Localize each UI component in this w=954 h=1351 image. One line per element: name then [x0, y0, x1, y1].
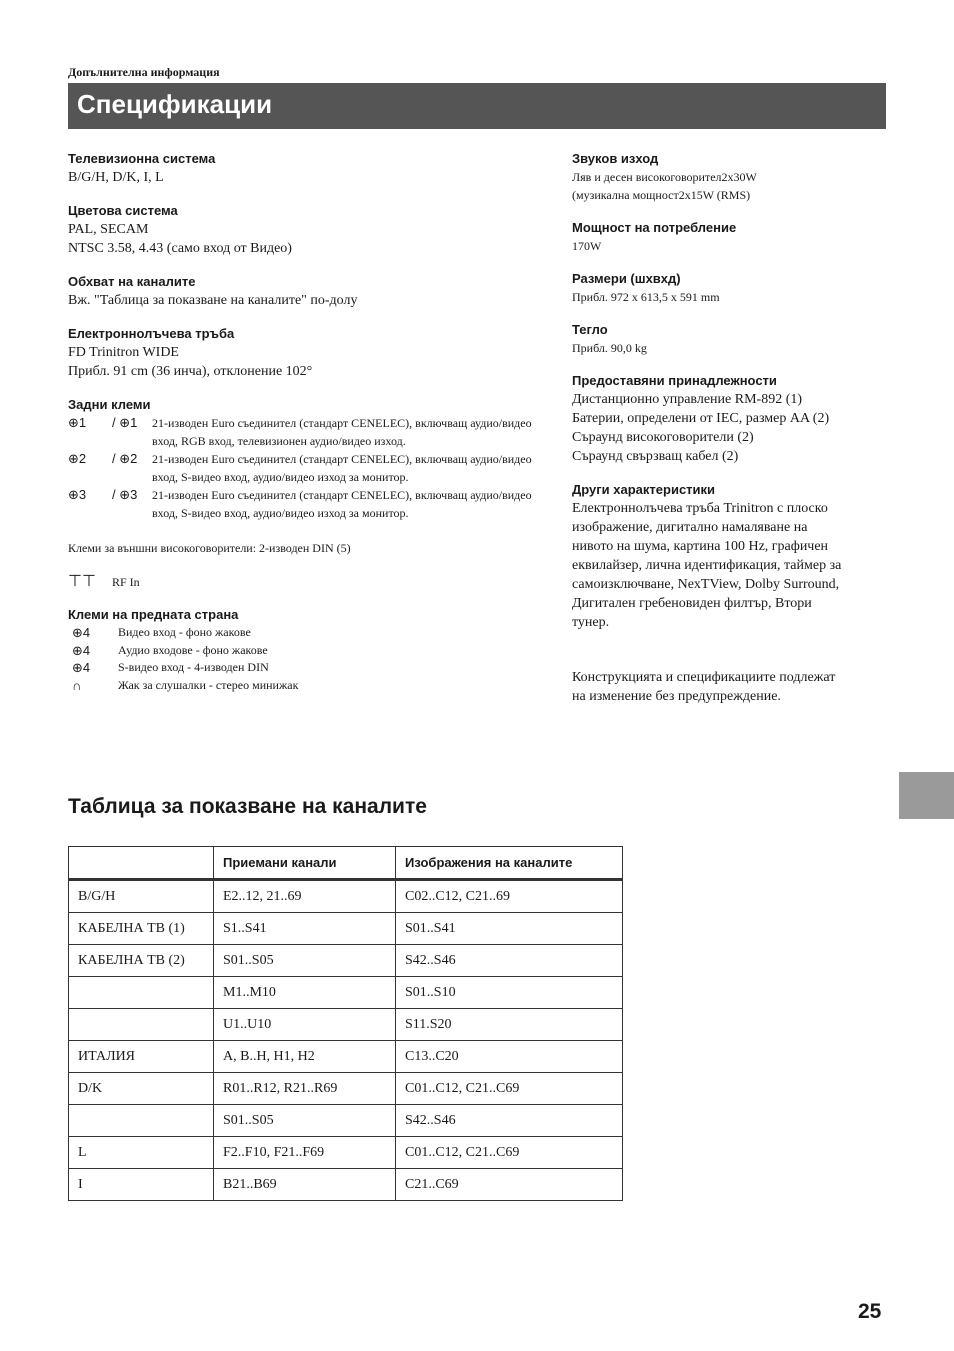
table-cell: U1..U10 — [214, 1009, 396, 1041]
spec-value: изображение, дигитално намаляване на — [572, 520, 808, 535]
scart-input-icon: ⊕1 — [68, 415, 87, 430]
spec-value: 170W — [572, 239, 602, 253]
table-cell: F2..F10, F21..F69 — [214, 1137, 396, 1169]
terminal-description: 21-изводен Euro съединител (стандарт CENELEC), включващ аудио/видео вход, S-видео вход, аудио/видео изход за монитор. — [152, 452, 532, 484]
table-cell: КАБЕЛНА ТВ (2) — [69, 945, 214, 977]
spec-heading: Телевизионна система — [68, 151, 216, 166]
channel-table — [68, 846, 623, 1201]
title-bar — [68, 83, 886, 129]
table-row — [69, 880, 623, 913]
notice — [572, 668, 882, 706]
spec-value: Прибл. 90,0 kg — [572, 341, 647, 355]
spec-value: нивото на шума, картина 100 Hz, графичен — [572, 539, 829, 554]
page-title: Спецификации — [77, 89, 273, 119]
spec-value: Дистанционно управление RM-892 (1) — [572, 392, 803, 407]
scart-svideo-icon: / ⊕2 — [112, 451, 138, 466]
table-cell: S1..S41 — [214, 913, 396, 945]
svideo-input-icon: ⊕4 — [72, 660, 91, 675]
spec-value: самоизключване, NexTView, Dolby Surround, — [572, 577, 840, 592]
terminal-description: 21-изводен Euro съединител (стандарт CENELEC), включващ аудио/видео вход, S-видео вход, аудио/видео изход за монитор. — [152, 488, 532, 520]
table-cell: C01..C12, C21..C69 — [396, 1137, 623, 1169]
table-column-header: Приемани канали — [214, 847, 396, 880]
rf-in-row — [68, 573, 538, 591]
spec-heading: Клеми на предната страна — [68, 607, 239, 622]
spec-tv-system — [68, 151, 538, 187]
table-heading: Таблица за показване на каналите — [68, 795, 427, 818]
section-label: Допълнителна информация — [68, 65, 220, 79]
table-row — [69, 1073, 623, 1105]
spec-channel-coverage — [68, 274, 538, 310]
scart-svideo-icon: / ⊕1 — [112, 415, 138, 430]
front-terminal-text: Жак за слушалки - стерео минижак — [118, 677, 299, 692]
spec-heading: Електроннолъчева тръба — [68, 326, 235, 341]
antenna-icon: ⊤⊤ — [68, 573, 96, 590]
spec-value: еквилайзер, лична идентификация, таймер за — [572, 558, 842, 573]
table-cell: C02..C12, C21..69 — [396, 880, 623, 913]
table-column-header — [69, 847, 214, 880]
table-cell: S11.S20 — [396, 1009, 623, 1041]
spec-value: Съраунд свързващ кабел (2) — [572, 449, 739, 464]
spec-color-system — [68, 203, 538, 258]
rf-in-label: RF In — [112, 575, 140, 589]
spec-heading: Други характеристики — [572, 482, 716, 497]
spec-heading: Предоставяни принадлежности — [572, 373, 777, 388]
spec-heading: Обхват на каналите — [68, 274, 196, 289]
spec-front-terminals — [68, 607, 538, 694]
table-row — [69, 1105, 623, 1137]
table-cell — [69, 1009, 214, 1041]
spec-heading: Тегло — [572, 322, 608, 337]
spec-value: FD Trinitron WIDE — [68, 345, 179, 360]
spec-value: Прибл. 972 x 613,5 x 591 mm — [572, 290, 720, 304]
audio-input-icon: ⊕4 — [72, 642, 91, 658]
table-cell: ИТАЛИЯ — [69, 1041, 214, 1073]
spec-heading: Размери (шхвхд) — [572, 271, 681, 286]
table-cell: S01..S05 — [214, 1105, 396, 1137]
notice-text: на изменение без предупреждение. — [572, 689, 781, 704]
spec-value: Електроннолъчева тръба Trinitron с плоско — [572, 501, 828, 516]
spec-value: PAL, SECAM — [68, 222, 149, 237]
table-row — [69, 977, 623, 1009]
scart-input-icon: ⊕2 — [68, 451, 87, 466]
spec-value: Вж. "Таблица за показване на каналите" по-долу — [68, 293, 358, 308]
table-cell: S42..S46 — [396, 1105, 623, 1137]
table-row — [69, 1137, 623, 1169]
spec-value: (музикална мощност2x15W (RMS) — [572, 188, 751, 202]
spec-value: Батерии, определени от IEC, размер AA (2) — [572, 411, 830, 426]
table-cell: A, B..H, H1, H2 — [214, 1041, 396, 1073]
table-cell: C01..C12, C21..C69 — [396, 1073, 623, 1105]
table-cell: L — [69, 1137, 214, 1169]
spec-value: тунер. — [572, 615, 610, 630]
front-terminal-item — [68, 659, 538, 677]
terminal-description: 21-изводен Euro съединител (стандарт CENELEC), включващ аудио/видео вход, RGB вход, телевизионен аудио/видео изход. — [152, 416, 532, 448]
scart-input-icon: ⊕3 — [68, 487, 87, 502]
rear-terminal-1 — [68, 414, 538, 450]
section-tab — [899, 772, 954, 819]
table-row — [69, 913, 623, 945]
table-cell: I — [69, 1169, 214, 1201]
video-input-icon: ⊕4 — [72, 625, 91, 640]
spec-value: Съраунд високоговорители (2) — [572, 430, 754, 445]
table-cell: S42..S46 — [396, 945, 623, 977]
spec-value: Ляв и десен високоговорител2x30W — [572, 170, 757, 184]
table-cell: S01..S41 — [396, 913, 623, 945]
table-cell: C13..C20 — [396, 1041, 623, 1073]
table-cell: R01..R12, R21..R69 — [214, 1073, 396, 1105]
spec-sound-output — [572, 151, 882, 204]
front-terminal-text: Видео вход - фоно жакове — [118, 625, 251, 639]
front-terminal-item — [68, 642, 538, 660]
table-cell — [69, 1105, 214, 1137]
spec-heading: Звуков изход — [572, 151, 659, 166]
table-header-row — [69, 847, 623, 880]
spec-value: Дигитален гребеновиден филтър, Втори — [572, 596, 812, 611]
spec-rear-terminals — [68, 397, 538, 591]
headphones-icon: ∩ — [72, 677, 82, 693]
table-cell: E2..12, 21..69 — [214, 880, 396, 913]
scart-svideo-icon: / ⊕3 — [112, 487, 138, 502]
table-row — [69, 945, 623, 977]
front-terminal-item — [68, 677, 538, 695]
spec-power — [572, 220, 882, 255]
speaker-terminals: Клеми за външни високоговорители: 2-изводен DIN (5) — [68, 541, 351, 555]
spec-weight — [572, 322, 882, 357]
table-cell: B/G/H — [69, 880, 214, 913]
spec-value: B/G/H, D/K, I, L — [68, 170, 164, 185]
table-cell: B21..B69 — [214, 1169, 396, 1201]
rear-terminal-3 — [68, 486, 538, 522]
table-row — [69, 1041, 623, 1073]
front-terminal-text: S-видео вход - 4-изводен DIN — [118, 660, 269, 674]
table-column-header: Изображения на каналите — [396, 847, 623, 880]
table-cell: D/K — [69, 1073, 214, 1105]
table-cell: C21..C69 — [396, 1169, 623, 1201]
spec-heading: Мощност на потребление — [572, 220, 737, 235]
front-terminal-text: Аудио входове - фоно жакове — [118, 642, 268, 657]
spec-dimensions — [572, 271, 882, 306]
table-cell — [69, 977, 214, 1009]
table-cell: КАБЕЛНА ТВ (1) — [69, 913, 214, 945]
left-column — [68, 151, 538, 710]
table-cell: S01..S05 — [214, 945, 396, 977]
spec-heading: Задни клеми — [68, 397, 151, 412]
spec-value: NTSC 3.58, 4.43 (само вход от Видео) — [68, 241, 292, 256]
table-cell: M1..M10 — [214, 977, 396, 1009]
spec-tube — [68, 326, 538, 381]
right-column — [572, 151, 882, 722]
spec-value: Прибл. 91 cm (36 инча), отклонение 102° — [68, 364, 313, 379]
table-cell: S01..S10 — [396, 977, 623, 1009]
front-terminal-item — [68, 624, 538, 642]
table-row — [69, 1009, 623, 1041]
rear-terminal-2 — [68, 450, 538, 486]
table-row — [69, 1169, 623, 1201]
spec-other — [572, 482, 882, 632]
spec-heading: Цветова система — [68, 203, 178, 218]
page-number: 25 — [858, 1300, 882, 1323]
spec-accessories — [572, 373, 882, 466]
notice-text: Конструкцията и спецификациите подлежат — [572, 670, 836, 685]
